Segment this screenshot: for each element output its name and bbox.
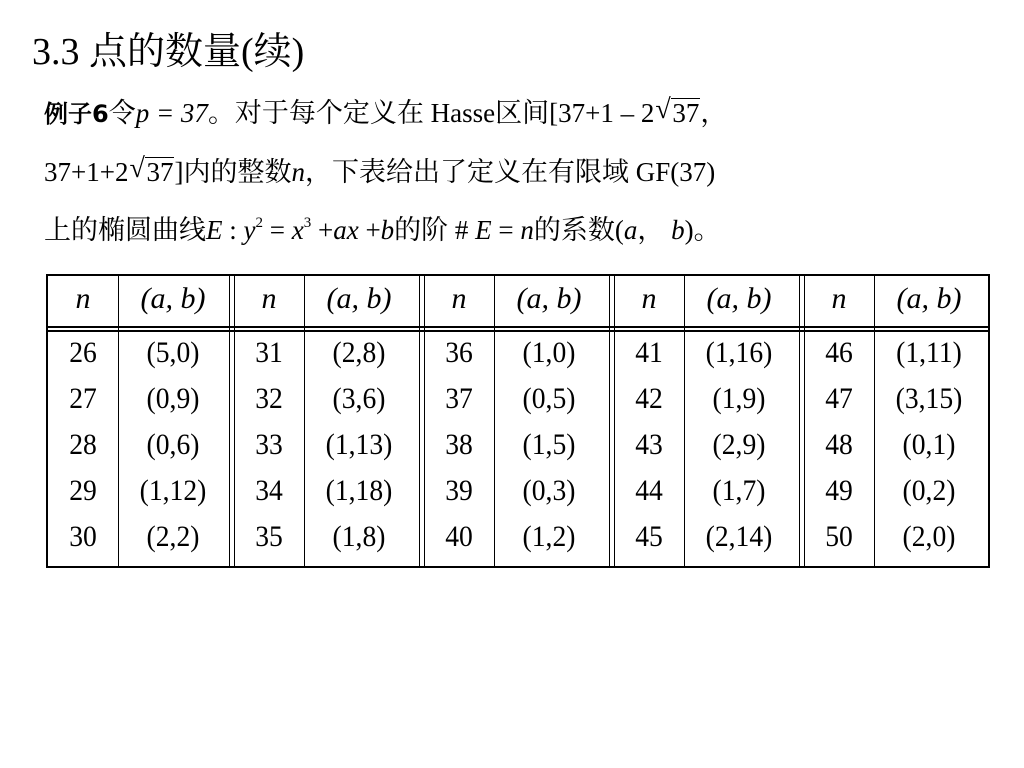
table-cell-ab: (1,0): [522, 336, 576, 369]
slide-title: 3.3 点的数量(续): [32, 31, 305, 73]
table-cell-n: 41: [635, 336, 663, 369]
text-segment: 的系数(: [533, 215, 624, 245]
table-cell-ab: (0,6): [146, 428, 200, 461]
column-divider: [304, 276, 305, 566]
header-n: n: [451, 282, 467, 315]
text-segment: )。: [684, 215, 721, 245]
table-cell-n: 33: [255, 428, 283, 461]
math-E: E: [206, 215, 223, 245]
table-cell-ab: (2,14): [705, 520, 773, 553]
table-cell-ab: (1,7): [712, 474, 766, 507]
text-segment: ，: [637, 215, 672, 245]
table-cell-ab: (3,6): [332, 382, 386, 415]
table-cell-n: 49: [825, 474, 853, 507]
table-cell-ab: (1,11): [896, 336, 962, 369]
table-cell-ab: (1,8): [332, 520, 386, 553]
header-body-separator: [48, 330, 988, 332]
table-cell-n: 36: [445, 336, 473, 369]
math-equals: =: [263, 215, 292, 245]
table-cell-ab: (1,9): [712, 382, 766, 415]
table-cell-ab: (0,9): [146, 382, 200, 415]
table-cell-ab: (2,8): [332, 336, 386, 369]
table-cell-ab: (0,1): [902, 428, 956, 461]
text-segment: 37+1+2: [44, 157, 129, 187]
table-cell-n: 42: [635, 382, 663, 415]
table-cell-ab: (1,12): [139, 474, 207, 507]
math-exponent: 2: [255, 215, 263, 231]
header-ab: (a, b): [516, 282, 582, 315]
table-cell-n: 37: [445, 382, 473, 415]
math-p-equals: p = 37: [135, 98, 208, 128]
group-divider: [799, 276, 800, 566]
table-cell-ab: (1,2): [522, 520, 576, 553]
coefficients-table: [46, 274, 990, 568]
header-ab: (a, b): [706, 282, 772, 315]
sqrt-symbol: [129, 143, 174, 201]
table-cell-n: 45: [635, 520, 663, 553]
table-cell-ab: (2,9): [712, 428, 766, 461]
table-cell-ab: (5,0): [146, 336, 200, 369]
table-cell-n: 44: [635, 474, 663, 507]
table-cell-n: 31: [255, 336, 283, 369]
text-segment: ，下表给出了定义在有限域 GF(37): [304, 157, 716, 187]
header-ab: (a, b): [896, 282, 962, 315]
column-divider: [874, 276, 875, 566]
table-cell-ab: (2,2): [146, 520, 200, 553]
table-cell-n: 32: [255, 382, 283, 415]
table-cell-n: 29: [69, 474, 97, 507]
table-cell-n: 26: [69, 336, 97, 369]
table-cell-n: 38: [445, 428, 473, 461]
group-divider: [609, 276, 610, 566]
sqrt-symbol: [655, 84, 700, 142]
math-plus: +: [311, 215, 334, 245]
table-cell-ab: (0,5): [522, 382, 576, 415]
table-cell-ab: (0,2): [902, 474, 956, 507]
table-cell-n: 43: [635, 428, 663, 461]
math-equals: =: [491, 215, 521, 245]
paragraph-line-1: [44, 84, 1004, 143]
group-divider: [804, 276, 805, 566]
math-colon: :: [222, 215, 244, 245]
math-x: x: [291, 215, 304, 245]
example-paragraph: [44, 84, 1004, 259]
math-exponent: 3: [303, 215, 312, 231]
math-y: y: [243, 215, 256, 245]
table-cell-n: 39: [445, 474, 473, 507]
text-segment: ，: [700, 98, 728, 128]
table-cell-n: 46: [825, 336, 853, 369]
header-ab: (a, b): [140, 282, 206, 315]
header-n: n: [641, 282, 657, 315]
column-divider: [494, 276, 495, 566]
math-plus: +: [358, 215, 381, 245]
table-cell-ab: (1,13): [325, 428, 393, 461]
table-cell-ab: (2,0): [902, 520, 956, 553]
table-cell-n: 47: [825, 382, 853, 415]
math-a: a: [623, 215, 638, 245]
table-cell-n: 40: [445, 520, 473, 553]
table-cell-n: 48: [825, 428, 853, 461]
table-cell-n: 34: [255, 474, 283, 507]
math-b: b: [380, 215, 395, 245]
table-cell-n: 28: [69, 428, 97, 461]
header-n: n: [75, 282, 91, 315]
sqrt-radicand: 37: [672, 98, 700, 128]
table-cell-n: 50: [825, 520, 853, 553]
header-ab: (a, b): [326, 282, 392, 315]
math-n: n: [520, 215, 534, 245]
text-segment: 。对于每个定义在 Hasse区间[37+1 – 2: [207, 98, 655, 128]
table-cell-ab: (1,5): [522, 428, 576, 461]
paragraph-line-2: [44, 143, 1004, 201]
group-divider: [419, 276, 420, 566]
group-divider: [234, 276, 235, 566]
text-segment: 的阶 #: [394, 215, 476, 245]
header-n: n: [831, 282, 847, 315]
text-segment: 上的椭圆曲线: [44, 215, 206, 245]
sqrt-radicand: 37: [146, 157, 174, 187]
header-n: n: [261, 282, 277, 315]
math-ax: ax: [333, 215, 359, 245]
table-cell-ab: (3,15): [895, 382, 963, 415]
text-segment: ]内的整数: [174, 157, 292, 187]
group-divider: [424, 276, 425, 566]
math-b: b: [671, 215, 685, 245]
math-E: E: [475, 215, 492, 245]
paragraph-line-3: [44, 201, 1004, 259]
table-cell-n: 30: [69, 520, 97, 553]
table-cell-n: 35: [255, 520, 283, 553]
table-cell-ab: (0,3): [522, 474, 576, 507]
group-divider: [229, 276, 230, 566]
text-segment: 令: [108, 98, 136, 128]
column-divider: [118, 276, 119, 566]
table-cell-ab: (1,16): [705, 336, 773, 369]
table-cell-n: 27: [69, 382, 97, 415]
group-divider: [614, 276, 615, 566]
math-n: n: [291, 157, 305, 187]
table-cell-ab: (1,18): [325, 474, 393, 507]
column-divider: [684, 276, 685, 566]
example-label: 例子6: [44, 100, 109, 128]
